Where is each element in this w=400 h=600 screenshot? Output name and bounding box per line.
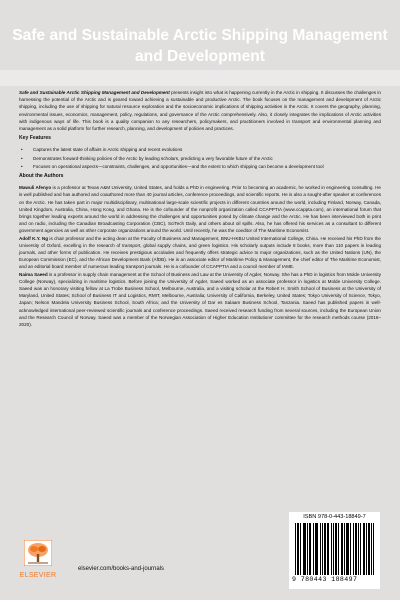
author-bio-text: is chair professor and the acting dean at the Faculty of Business and Management, BNU-HKBU United International College, China. He received his PhD from the University of Oxford, excelling in the research of transport, global supply chains, and green logistics. His scholarly outputs include 8 books, more than 110 papers in leading journals, and other forms of publication. He receives prestigious accolades and frequently offers strategic advice to major organizations, such as the United Nations (UN), the European Commission (EC), and the African Development Bank (AfDB). He is an associate editor of Maritime Policy & Management, the chief editor of The Maritime Economist, and an editorial board member of numerous leading transport journals. He is a cofounder of CCAPPTIA and a council member of IAME. bbox=[19, 235, 381, 270]
key-features-list bbox=[19, 146, 381, 170]
description-lead-title: Safe and Sustainable Arctic Shipping Management and Development bbox=[19, 90, 170, 95]
publisher-name: ELSEVIER bbox=[19, 572, 57, 579]
cover-text bbox=[19, 89, 381, 328]
barcode-panel bbox=[289, 512, 380, 589]
author-bio-afenyo bbox=[19, 184, 381, 234]
about-authors-heading: About the Authors bbox=[19, 173, 64, 180]
key-features-heading: Key Features bbox=[19, 135, 51, 142]
publisher-logo bbox=[18, 540, 58, 579]
author-name: Adolf K.Y. Ng bbox=[19, 235, 49, 241]
author-bio-saeed bbox=[19, 271, 381, 329]
barcode-number: 9 780443 188497 bbox=[292, 576, 358, 583]
elsevier-tree-logo-icon bbox=[24, 540, 52, 566]
book-description bbox=[19, 89, 381, 132]
description-body: presents insight into what is happening currently in the Arctic in shipping. It discusses the challenges in harnessing the potential of the Arctic and is geared toward achieving a sustainable and productive Arctic. The book focuses on the management and development of Arctic shipping, including the use of shipping for natural resource exploration and the socioeconomic implications of shipping activities in the Arctic. It covers the geography, planning, environmental issues, economics, management, policy, regulations, and governance of the Arctic comprehensively. Also, it closely integrates the implications of Arctic activities with indigenous ways of life. This book is a quality companion to any researchers, policymakers, and practitioners involved in transport and environmental planning and management as a solid platform for further research, planning, and development of policies and practices. bbox=[19, 90, 381, 132]
title-highlight-band bbox=[0, 70, 400, 86]
author-bio-text: is a professor at Texas A&M University, United States, and holds a PhD in engineering. Prior to becoming an academic, he worked in engineering consulting. He is well published and has authored and coauthored more than 40 journal articles, conference proceedings, and scientific reports. He is also a sought-after speaker at conferences on the Arctic. He has taken part in major multidisciplinary, multinational large-scale scientific projects in different countries around the world, including Finland, Norway, Canada, United Kingdom, Australia, China, Hong Kong, and Ghana. He is the cofounder of the nonprofit organization called CCAPPTIA (www.ccappta.com), an international forum that brings together leading experts around the world in addressing the challenges and opportunities posed by climate change and the Arctic. He has been interviewed both in print and on radio, including the Canadian Broadcasting Corporation (CBC), SciTech Daily, and others about oil spills. Also, he has offered his services as a consultant to different government agencies as well as other corporate organizations around the world. Until recently, he was the coeditor of The Maritime Economist. bbox=[19, 185, 381, 234]
author-bio-text: is a professor in supply chain management at the School of Business and Law at the University of Agder, Norway. She has a PhD in logistics from Molde University College (Norway), specializing in maritime logistics. Before joining the University of Agder, Saeed worked as an associate professor in logistics at Molde University College. Saeed was an honorary visiting fellow at La Trobe Business School, Melbourne, Australia, and a visiting scholar at the Robert H. Smith School of Business at the University of Maryland, United States; School of Business IT and Logistics, RMIT, Melbourne, Australia; University of California, Berkeley, United States; Tokyo University of Science, Tokyo, Japan; Nelson Mandela University Business School, South Africa; and the University of Dar es Salaam Business School, Tanzania. Saeed has published papers in well-acknowledged international peer-reviewed scientific journals and conference proceedings. Saeed received research funding from several sources, including the European Union and the Research Council of Norway. Saeed was a member of the Norwegian Association of Higher Education Institutions' committee for the research methods course (2016–2020). bbox=[19, 271, 381, 328]
publisher-url: elsevier.com/books-and-journals bbox=[78, 566, 165, 572]
book-title: Safe and Sustainable Arctic Shipping Management and Development bbox=[12, 27, 388, 65]
key-feature-item: • Demonstrates forward-thinking policies of the Arctic by leading scholars, predicting a very favorable future of the Arctic bbox=[19, 155, 381, 162]
key-feature-item: • Focuses on operational aspects—constraints, challenges, and opportunities—and the extent to which shipping can become a development tool bbox=[19, 163, 381, 170]
isbn-label: ISBN 978-0-443-18849-7 bbox=[303, 514, 366, 520]
author-name: Mawuli Afenyo bbox=[19, 185, 52, 191]
key-feature-item: • Captures the latest state of affairs in Arctic shipping and recent evolutions bbox=[19, 146, 381, 153]
author-bio-ng bbox=[19, 235, 381, 271]
author-name: Naima Saeed bbox=[19, 271, 48, 277]
isbn-barcode-icon bbox=[295, 523, 375, 575]
